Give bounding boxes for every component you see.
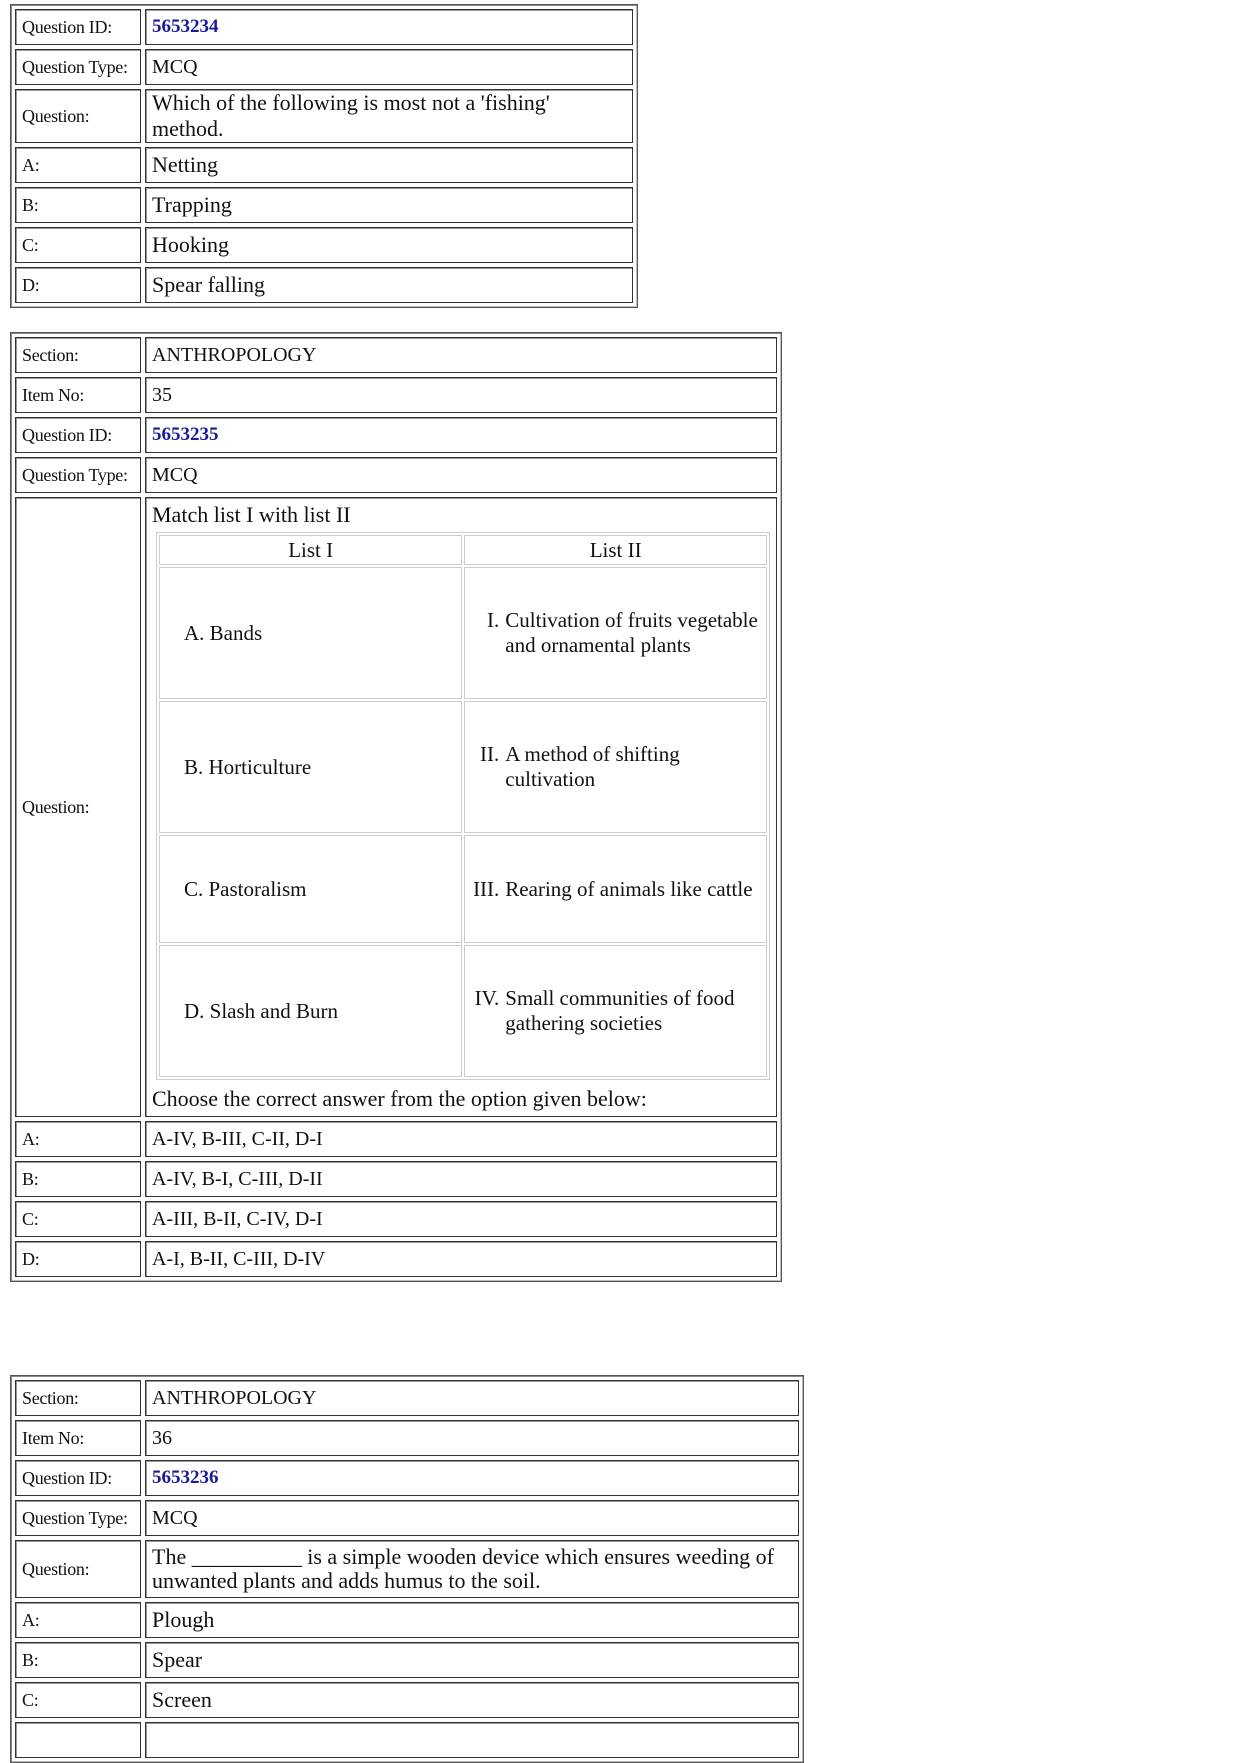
question-type-value: MCQ	[145, 457, 777, 493]
option-d-label	[15, 1722, 141, 1758]
option-b-label: B:	[15, 1161, 141, 1197]
option-b-text: Trapping	[145, 187, 633, 223]
option-d-label: D:	[15, 1241, 141, 1277]
option-c-label: C:	[15, 227, 141, 263]
option-d-label: D:	[15, 267, 141, 303]
question-label: Question:	[15, 497, 141, 1117]
option-b-label: B:	[15, 1642, 141, 1678]
list-one-item: C. Pastoralism	[159, 835, 462, 943]
option-a-text: A-IV, B-III, C-II, D-I	[145, 1121, 777, 1157]
list-two-text: Rearing of animals like cattle	[505, 876, 753, 901]
list-two-numeral: IV.	[474, 986, 500, 1010]
option-a-label: A:	[15, 1121, 141, 1157]
list-one-item: D. Slash and Burn	[159, 945, 462, 1077]
option-b-label: B:	[15, 187, 141, 223]
section-label: Section:	[15, 1380, 141, 1416]
question-id-label: Question ID:	[15, 1460, 141, 1496]
question-type-label: Question Type:	[15, 457, 141, 493]
option-a-text: Netting	[145, 147, 633, 183]
option-c-label: C:	[15, 1682, 141, 1718]
list-two-text: Small communities of food gathering societies	[505, 986, 735, 1035]
list-two-text: Cultivation of fruits vegetable and ornamental plants	[505, 608, 758, 657]
option-a-label: A:	[15, 1602, 141, 1638]
list-two-text: A method of shifting cultivation	[505, 742, 680, 791]
option-a-label: A:	[15, 147, 141, 183]
list-two-numeral: II.	[480, 742, 500, 766]
question-text: Which of the following is most not a 'fishing' method.	[145, 89, 633, 143]
option-c-label: C:	[15, 1201, 141, 1237]
list-one-item: B. Horticulture	[159, 701, 462, 833]
option-c-text: Screen	[145, 1682, 799, 1718]
question-outro: Choose the correct answer from the option given below:	[152, 1086, 647, 1111]
option-d-text	[145, 1722, 799, 1758]
option-d-text: Spear falling	[145, 267, 633, 303]
question-body	[145, 497, 777, 1117]
question-label: Question:	[15, 1540, 141, 1598]
question-intro: Match list I with list II	[152, 502, 351, 527]
option-d-text: A-I, B-II, C-III, D-IV	[145, 1241, 777, 1277]
list-two-item	[464, 835, 767, 943]
question-id-value: 5653235	[145, 417, 777, 453]
item-no-value: 36	[145, 1420, 799, 1456]
question-text: The __________ is a simple wooden device which ensures weeding of unwanted plants and adds humus to the soil.	[145, 1540, 799, 1598]
option-c-text: A-III, B-II, C-IV, D-I	[145, 1201, 777, 1237]
question-label: Question:	[15, 89, 141, 143]
list-one-header: List I	[159, 535, 462, 565]
question-table-36	[10, 1375, 804, 1763]
list-two-numeral: I.	[487, 608, 500, 632]
question-type-label: Question Type:	[15, 1500, 141, 1536]
list-two-item	[464, 945, 767, 1077]
question-id-value: 5653234	[145, 9, 633, 45]
list-two-item	[464, 701, 767, 833]
question-type-value: MCQ	[145, 1500, 799, 1536]
list-two-item	[464, 567, 767, 699]
list-one-item: A. Bands	[159, 567, 462, 699]
question-table-35	[10, 332, 782, 1282]
section-value: ANTHROPOLOGY	[145, 1380, 799, 1416]
list-two-header: List II	[464, 535, 767, 565]
match-list-table	[156, 532, 770, 1080]
question-id-label: Question ID:	[15, 417, 141, 453]
question-type-label: Question Type:	[15, 49, 141, 85]
section-label: Section:	[15, 337, 141, 373]
question-id-value: 5653236	[145, 1460, 799, 1496]
item-no-label: Item No:	[15, 377, 141, 413]
item-no-value: 35	[145, 377, 777, 413]
item-no-label: Item No:	[15, 1420, 141, 1456]
option-b-text: A-IV, B-I, C-III, D-II	[145, 1161, 777, 1197]
option-b-text: Spear	[145, 1642, 799, 1678]
question-table-34	[10, 4, 638, 308]
question-type-value: MCQ	[145, 49, 633, 85]
question-id-label: Question ID:	[15, 9, 141, 45]
option-a-text: Plough	[145, 1602, 799, 1638]
list-two-numeral: III.	[473, 876, 500, 901]
option-c-text: Hooking	[145, 227, 633, 263]
section-value: ANTHROPOLOGY	[145, 337, 777, 373]
